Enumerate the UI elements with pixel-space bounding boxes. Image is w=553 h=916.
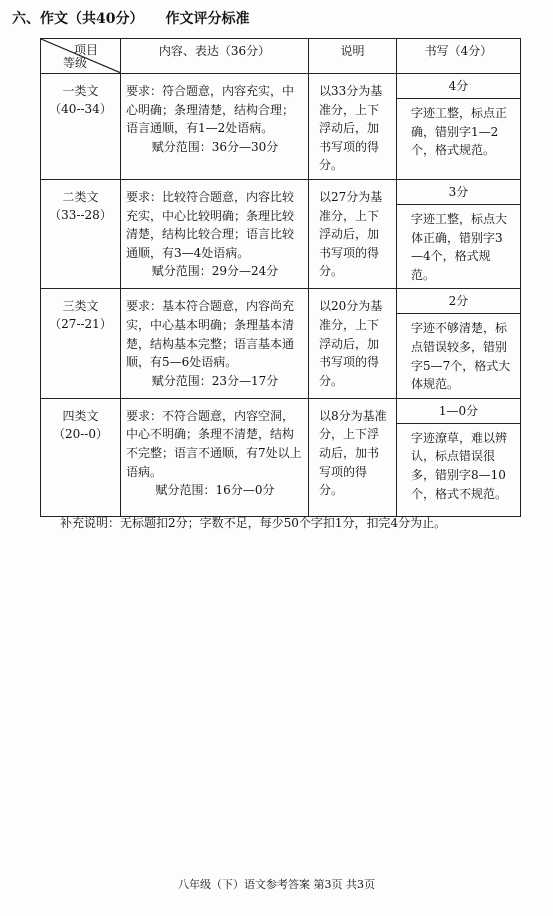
table-row (41, 398, 521, 516)
explain-cell: 以20分为基准分，上下浮动后，加书写项的得分。 (309, 289, 397, 398)
corner-item-label: 项目 (73, 43, 98, 57)
table-row (41, 74, 521, 180)
grading-table (40, 38, 521, 517)
level-cell (41, 289, 121, 398)
corner-cell (41, 39, 121, 74)
writing-cell (397, 179, 521, 288)
writing-desc: 字迹工整，标点正确，错别字1—2个，格式规范。 (411, 106, 508, 158)
level-name: 二类文 (62, 189, 99, 204)
table-header-row (41, 39, 521, 74)
explain-cell: 以33分为基准分，上下浮动后，加书写项的得分。 (309, 74, 397, 180)
level-range: （33--28） (49, 207, 112, 222)
writing-desc: 字迹不够清楚，标点错误较多，错别字5—7个，格式大体规范。 (411, 321, 511, 392)
requirement-cell (121, 398, 309, 516)
table-row (41, 289, 521, 398)
writing-cell (397, 74, 521, 180)
section-subtitle: 作文评分标准 (165, 11, 250, 27)
table-row (41, 179, 521, 288)
requirement-text: 要求：基本符合题意，内容尚充实，中心基本明确；条理基本清楚，结构基本完整；语言基本通顺，有5—6处语病。 (126, 299, 295, 370)
supplementary-note: 补充说明：无标题扣2分；字数不足，每少50个字扣1分，扣完4分为止。 (60, 516, 447, 530)
section-title: 六、作文（共40分） (12, 11, 144, 27)
writing-score: 3分 (397, 180, 520, 205)
explain-cell: 以8分为基准分，上下浮动后，加书写项的得分。 (309, 398, 397, 516)
level-cell (41, 398, 121, 516)
level-range: （20--0） (52, 426, 108, 441)
requirement-text: 要求：符合题意，内容充实，中心明确；条理清楚，结构合理；语言通顺，有1—2处语病。 (126, 84, 295, 136)
header-content: 内容、表达（36分） (121, 39, 309, 74)
requirement-cell (121, 74, 309, 180)
score-range: 赋分范围：16分—0分 (155, 483, 275, 498)
level-cell (41, 74, 121, 180)
writing-cell (397, 289, 521, 398)
writing-score: 2分 (397, 289, 520, 314)
score-range: 赋分范围：23分—17分 (151, 373, 279, 388)
writing-score: 4分 (397, 74, 520, 99)
level-name: 三类文 (62, 299, 99, 314)
requirement-cell (121, 289, 309, 398)
writing-cell (397, 398, 521, 516)
writing-score: 1—0分 (397, 399, 520, 424)
level-range: （27--21） (49, 317, 112, 332)
explain-cell: 以27分为基准分，上下浮动后，加书写项的得分。 (309, 179, 397, 288)
writing-desc: 字迹工整，标点大体正确，错别字3—4个，格式规范。 (411, 211, 508, 282)
level-range: （40--34） (49, 102, 112, 116)
page-footer: 八年级（下）语文参考答案 第3页 共3页 (178, 878, 375, 891)
header-writing: 书写（4分） (397, 39, 521, 74)
level-name: 一类文 (62, 84, 99, 98)
requirement-text: 要求：比较符合题意，内容比较充实，中心比较明确；条理比较清楚，结构比较合理；语言比较通顺，有3—4处语病。 (126, 189, 295, 260)
corner-level-label: 等级 (63, 56, 88, 71)
writing-desc: 字迹潦草，难以辨认，标点错误很多，错别字8—10个，格式不规范。 (411, 430, 508, 501)
requirement-cell (121, 179, 309, 288)
header-explain: 说明 (309, 39, 397, 74)
score-range: 赋分范围：29分—24分 (151, 264, 279, 279)
requirement-text: 要求：不符合题意，内容空洞，中心不明确；条理不清楚，结构不完整；语言不通顺，有7处以上语病。 (126, 408, 302, 479)
level-cell (41, 179, 121, 288)
score-range: 赋分范围：36分—30分 (151, 139, 279, 154)
level-name: 四类文 (62, 408, 99, 423)
section-heading (12, 8, 249, 28)
